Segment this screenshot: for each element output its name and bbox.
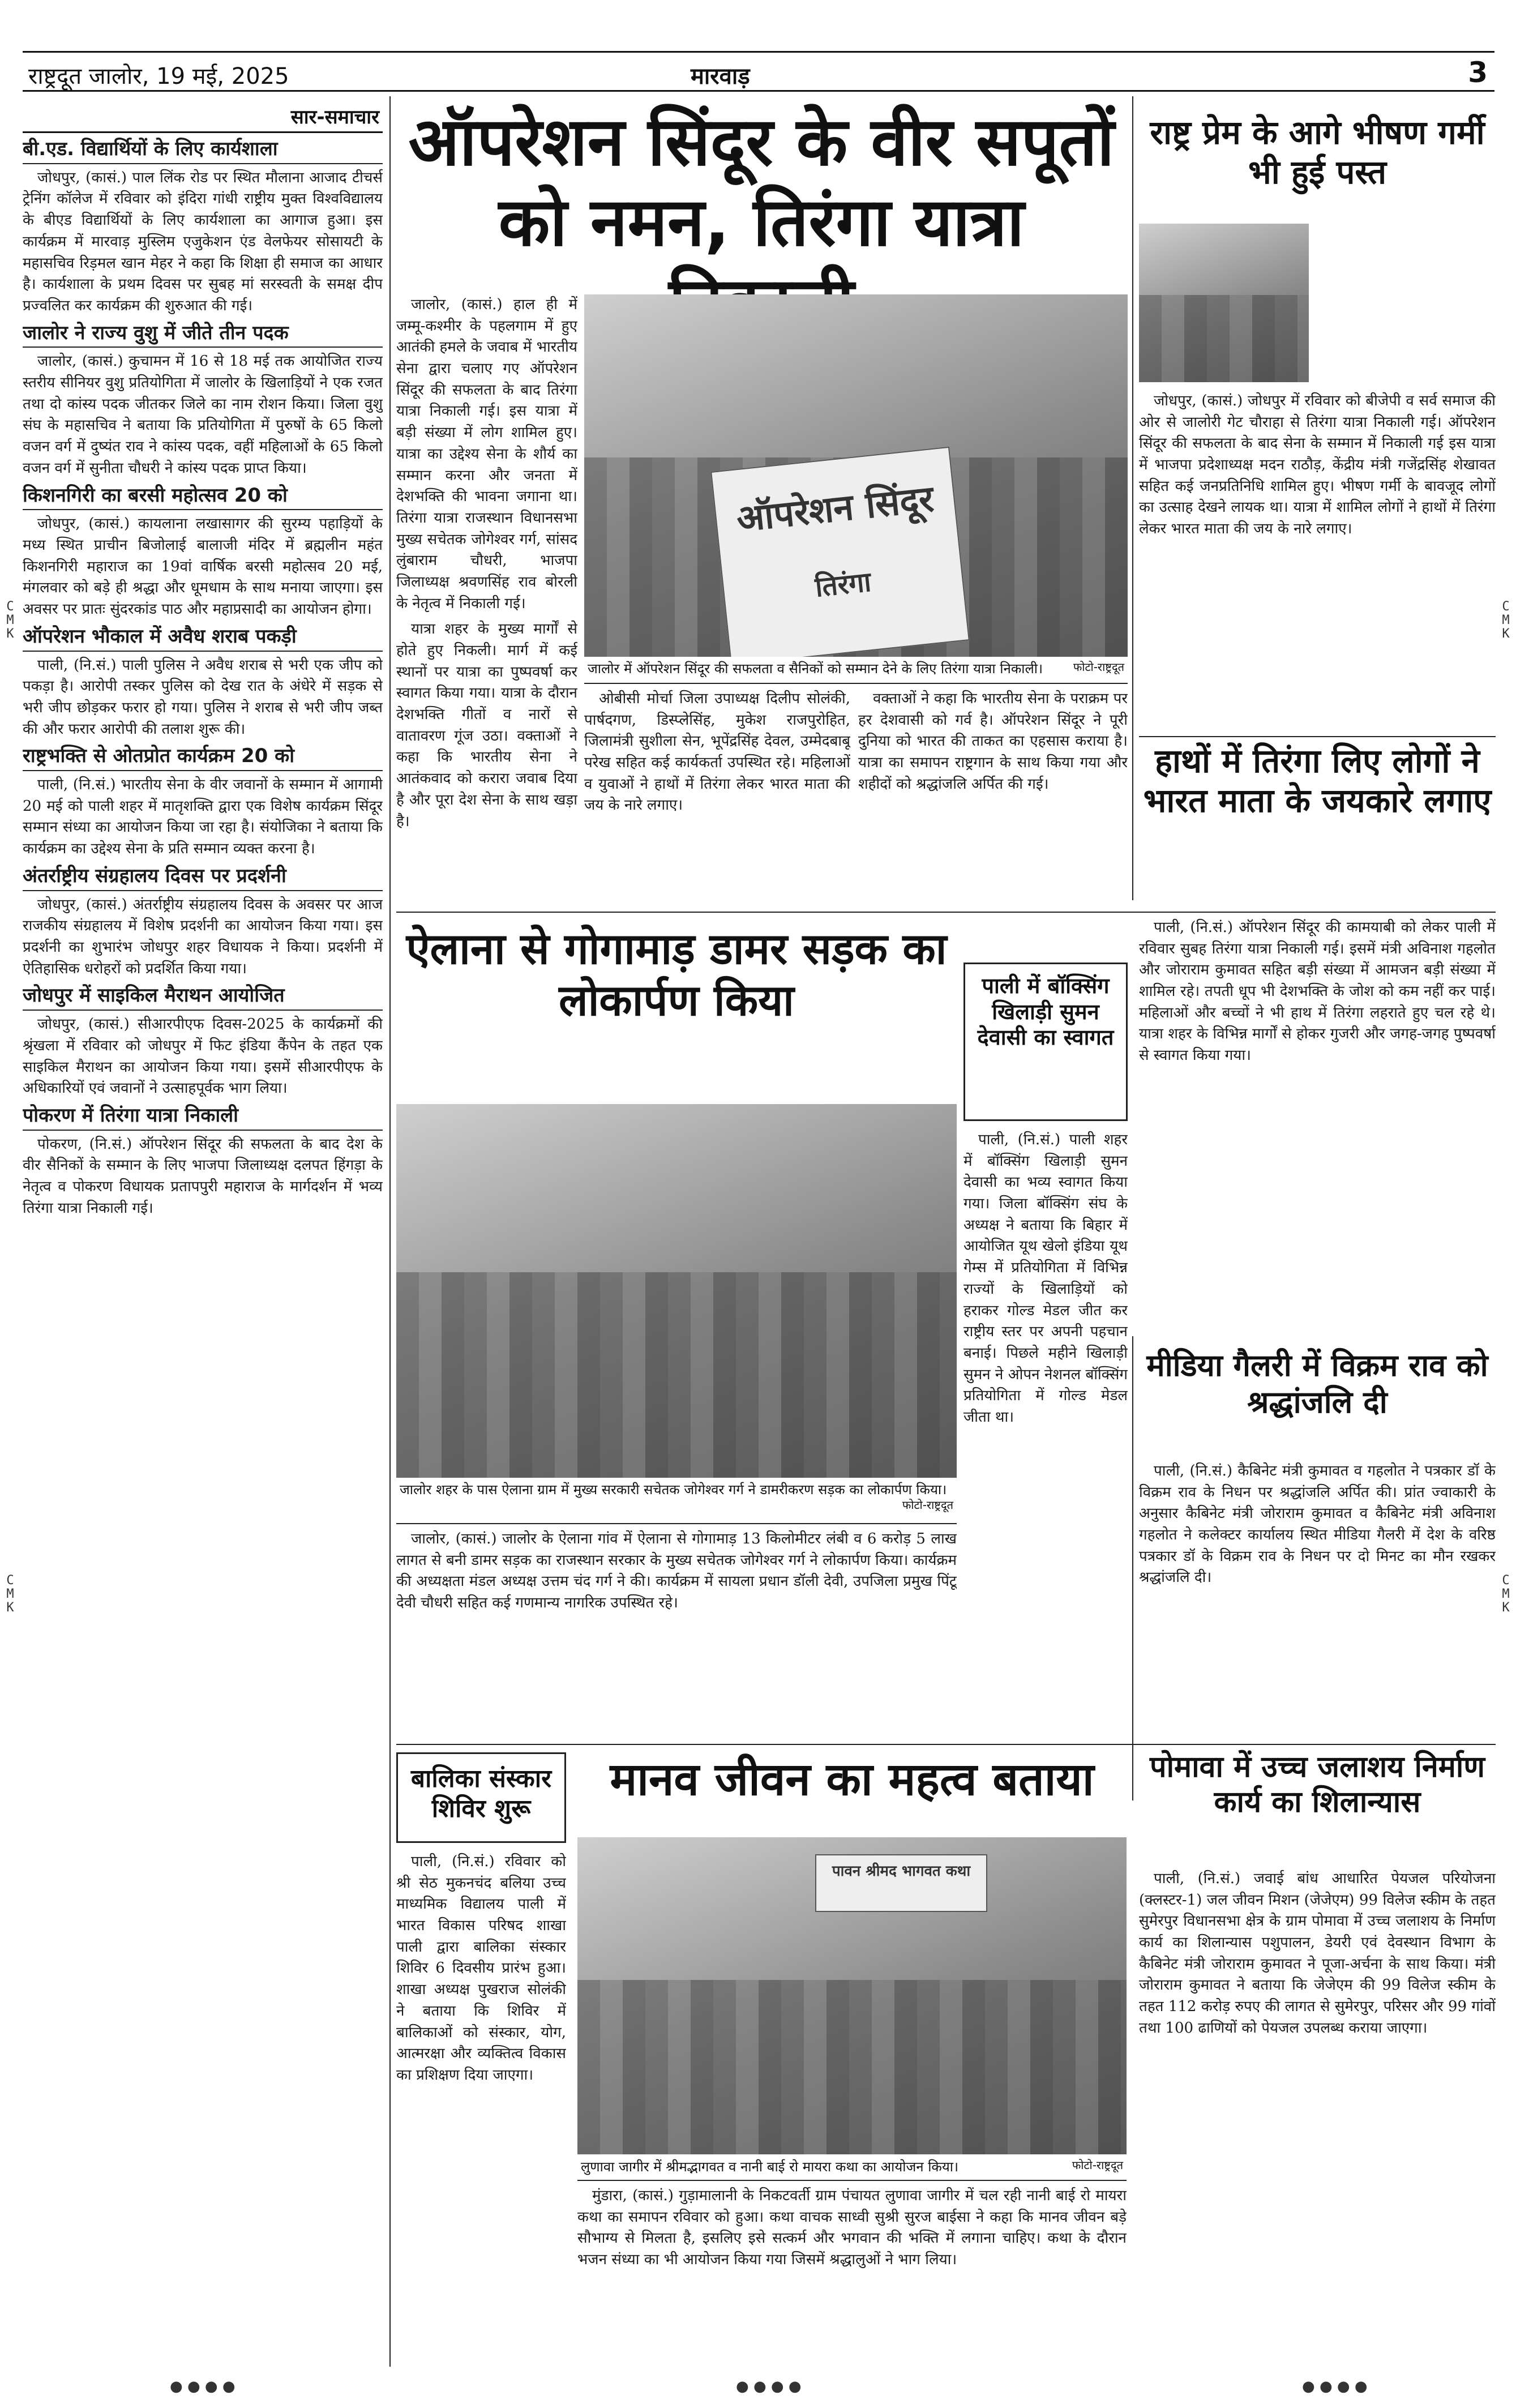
brief-text: पाली, (नि.सं.) पाली पुलिस ने अवैध शराब से भरी एक जीप को पकड़ा है। आरोपी तस्कर पुलिस को देख रात के अंधेरे में सड़क से भरी जीप छोड़कर फरार हो गया। पुलिस ने शराब से भरी जीप जब्त की और फरार आरोपी की तलाश शुरू की। [23, 656, 383, 738]
brief-text: जोधपुर, (कासं.) पाल लिंक रोड पर स्थित मौलाना आजाद टीचर्स ट्रेनिंग कॉलेज में रविवार को इंदिरा गांधी राष्ट्रीय मुक्त विश्वविद्यालय के बीएड विद्यार्थियों के लिए कार्यशाला का आगाज हुआ। इस कार्यक्रम में मारवाड़ मुस्लिम एजुकेशन एंड वेलफेयर सोसायटी के महासचिव रिड़मल खान मेहर ने कहा कि शिक्षा ही समाज का आधार है। कार्यशाला के प्रथम दिवस पर सुबह मां सरस्वती के समक्ष दीप प्रज्वलित कर कार्यक्रम की शुरुआत की गई। [23, 169, 383, 314]
lead-headline-line1: ऑपरेशन सिंदूर के वीर सपूतों [408, 102, 1115, 181]
lead-headline [396, 102, 1127, 289]
brief-text: जोधपुर, (कासं.) सीआरपीएफ दिवस-2025 के कार्यक्रमों की श्रृंखला में रविवार को जोधपुर में फिट इंडिया कैंपेन के तहत एक साइकिल मैराथन का आयोजन किया गया। इसमें सीआरपीएफ के अधिकारियों एवं जवानों ने उत्साहपूर्वक भाग लिया। [23, 1016, 383, 1097]
banner-text: ऑपरेशन सिंदूर [734, 478, 936, 541]
brief-text: जालोर, (कासं.) कुचामन में 16 से 18 मई तक आयोजित राज्य स्तरीय सीनियर वुशु प्रतियोगिता में जालोर के खिलाड़ियों ने एक रजत तथा दो कांस्य पदक जीतकर जिले का नाम रोशन किया। जिला वुशु संघ के महासचिव ने बताया कि प्रतियोगिता में पुरुषों के 65 किलो वजन वर्ग में दुष्यंत राव ने कांस्य पदक, वहीं महिलाओं के 65 किलो वजन वर्ग में सुनीता चौधरी ने कांस्य पदक प्राप्त किया। [23, 353, 383, 477]
brief-text: जोधपुर, (कासं.) कायलाना लखासागर की सुरम्य पहाड़ियों के मध्य स्थित प्राचीन बिजोलाई बालाजी मंदिर में ब्रह्मलीन महंत किशनगिरी महाराज का 19वां वार्षिक बरसी महोत्सव 20 मई, मंगलवार को बड़े ही श्रद्धा और धूमधाम के साथ मनाया जाएगा। इस अवसर पर प्रातः सुंदरकांड पाठ और महाप्रसादी का आयोजन होगा। [23, 515, 383, 618]
registration-dots: ● ● ● ● [170, 2378, 235, 2395]
lead-photo-banner [710, 447, 970, 657]
balika-headline: बालिका संस्कार शिविर शुरू [396, 1752, 566, 1843]
brief-title: ऑपरेशन भौकाल में अवैध शराब पकड़ी [23, 625, 383, 652]
registration-mark-left-top: C M K [6, 600, 14, 641]
brief-title: राष्ट्रभक्ति से ओतप्रोत कार्यक्रम 20 को [23, 745, 383, 771]
pomava-text [1139, 1868, 1496, 2367]
brief-title: जोधपुर में साइकिल मैराथन आयोजित [23, 984, 383, 1011]
brief-title: पोकरण में तिरंगा यात्रा निकाली [23, 1104, 383, 1131]
brief-item [23, 322, 383, 480]
registration-mark-left-bottom: C M K [6, 1573, 14, 1615]
brief-title: जालोर ने राज्य वुशु में जीते तीन पदक [23, 322, 383, 348]
briefs-column [23, 101, 383, 2371]
brief-item [23, 625, 383, 741]
column-rule [1132, 1336, 1133, 1800]
manav-photo [577, 1837, 1127, 2154]
registration-mark-right-bottom: C M K [1502, 1573, 1510, 1615]
section-rule [1139, 736, 1496, 737]
lead-paragraph: वक्ताओं ने कहा कि भारतीय सेना के पराक्रम पर हर देशवासी को गर्व है। ऑपरेशन सिंदूर ने पूरी दुनिया को भारत की ताकत का एहसास कराया है। यात्रा का समापन राष्ट्रगान के साथ किया गया और शहीदों को श्रद्धांजलि अर्पित की गई। [858, 690, 1128, 793]
caption-text: जालोर में ऑपरेशन सिंदूर की सफलता व सैनिकों को सम्मान देने के लिए तिरंगा यात्रा निकाली। [588, 661, 1043, 677]
masthead-date: राष्ट्रदूत जालोर, 19 मई, 2025 [28, 63, 289, 89]
caption-text: जालोर शहर के पास ऐलाना ग्राम में मुख्य सरकारी सचेतक जोगेश्वर गर्ग ने डामरीकरण सड़क का लोकार्पण किया। [400, 1482, 947, 1498]
lead-headline-line2: को नमन, तिरंगा यात्रा [498, 182, 1025, 261]
manav-text [577, 2185, 1127, 2367]
lead-photo [584, 294, 1128, 657]
manav-headline: मानव जीवन का महत्व बताया [610, 1753, 1094, 1806]
caption-text: लुणावा जागीर में श्रीमद्भागवत व नानी बाई रो मायरा कथा का आयोजन किया। [581, 2159, 959, 2175]
hathon-headline: हाथों में तिरंगा लिए लोगों ने भारत माता के जयकारे लगाए [1143, 742, 1492, 820]
column-rule [389, 96, 391, 2367]
section-name: मारवाड़ [691, 63, 750, 89]
photo-credit: फोटो-राष्ट्रदूत [902, 1498, 953, 1512]
balika-text [396, 1851, 566, 2367]
section-rule [396, 912, 1496, 913]
brief-item [23, 865, 383, 980]
story-text: जालोर, (कासं.) जालोर के ऐलाना गांव में ऐलाना से गोगामाड़ 13 किलोमीटर लंबी व 6 करोड़ 5 लाख लागत से बनी डामर सड़क का राजस्थान सरकार के मुख्य सचेतक जोगेश्वर गर्ग ने लोकार्पण किया। कार्यक्रम की अध्यक्षता मंडल अध्यक्ष उत्तम चंद गर्ग ने की। कार्यक्रम में सायला प्रधान डॉली देवी, उपजिला प्रमुख पिंटू देवी चौधरी सहित कई गणमान्य नागरिक उपस्थित रहे। [396, 1530, 957, 1612]
lead-text-column [396, 294, 577, 906]
lead-text-a: जालोर, (कासं.) हाल ही में जम्मू-कश्मीर के पहलगाम में हुए आतंकी हमले के जवाब में भारतीय सेना द्वारा चलाए गए ऑपरेशन सिंदूर की सफलता के बाद तिरंगा यात्रा निकाली गई। इस यात्रा में बड़ी संख्या में लोग शामिल हुए। यात्रा का उद्देश्य सेना के शौर्य का सम्मान करना और जनता में देशभक्ति की भावना जगाना था। तिरंगा यात्रा राजस्थान विधानसभा मुख्य सचेतक जोगेश्वर गर्ग, सांसद लुंबाराम चौधरी, भाजपा जिलाध्यक्ष श्रवणसिंह राव बोरली के नेतृत्व में निकाली गई। [396, 296, 577, 612]
vikram-headline: मीडिया गैलरी में विक्रम राव को श्रद्धांजलि दी [1146, 1348, 1488, 1420]
section-rule [396, 1744, 1496, 1745]
manav-caption [577, 2156, 1127, 2181]
lead-text-c [584, 688, 850, 904]
brief-title: बी.एड. विद्यार्थियों के लिए कार्यशाला [23, 138, 383, 164]
photo-credit: फोटो-राष्ट्रदूत [1073, 660, 1124, 674]
story-text: मुंडारा, (कासं.) गुड़ामालानी के निकटवर्ती ग्राम पंचायत लुणावा जागीर में चल रही नानी बाई रो मायरा कथा का समापन रविवार को हुआ। कथा वाचक साध्वी सुश्री सुरज बाईसा ने कहा कि मानव जीवन बड़े सौभाग्य से मिलता है, इसलिए इसे सत्कर्म और भगवान की भक्ति में लगाना चाहिए। कथा के दौरान भजन संध्या का भी आयोजन किया गया जिसमें श्रद्धालुओं ने भाग लिया। [577, 2187, 1127, 2269]
lead-paragraph: ओबीसी मोर्चा जिला उपाध्यक्ष दिलीप सोलंकी, पार्षदगण, डिस्प्लेसिंह, मुकेश राजपुरोहित, जिलामंत्री सुशीला सेन, भूपेंद्रसिंह देवल, उम्मेदबाबू परेख सहित कई कार्यकर्ता उपस्थित रहे। महिलाओं व युवाओं ने हाथों में तिरंगा लेकर भारत माता की जय के नारे लगाए। [584, 690, 850, 814]
story-text: पाली, (नि.सं.) ऑपरेशन सिंदूर की कामयाबी को लेकर पाली में रविवार सुबह तिरंगा यात्रा निकाली गई। इसमें मंत्री अविनाश गहलोत और जोराराम कुमावत सहित बड़ी संख्या में आमजन बड़ी संख्या में शामिल रहे। तपती धूप भी देशभक्ति के जोश को कम नहीं कर पाई। महिलाओं और बच्चों ने भी हाथ में तिरंगा लहराते हुए चल रहे थे। यात्रा शहर के विभिन्न मार्गों से होकर गुजरी और जगह-जगह पुष्पवर्षा से स्वागत किया गया। [1139, 919, 1496, 1064]
vikram-text [1139, 1461, 1496, 1733]
right-top-text [1139, 391, 1496, 730]
right-top-headline: राष्ट्र प्रेम के आगे भीषण गर्मी भी हुई पस्त [1150, 113, 1485, 191]
story-text: पाली, (नि.सं.) पाली शहर में बॉक्सिंग खिलाड़ी सुमन देवासी का भव्य स्वागत किया गया। जिला बॉक्सिंग संघ के अध्यक्ष ने बताया कि बिहार में आयोजित यूथ खेलो इंडिया यूथ गेम्स में प्रतियोगिता में विभिन्न राज्यों के खिलाड़ियों को हराकर गोल्ड मेडल जीत कर राष्ट्रीय स्तर पर अपनी पहचान बनाई। पिछले महीने खिलाड़ी सुमन ने ओपन नेशनल बॉक्सिंग प्रतियोगिता में गोल्ड मेडल जीता था। [963, 1131, 1128, 1426]
story-text: पाली, (नि.सं.) कैबिनेट मंत्री कुमावत व गहलोत ने पत्रकार डॉ के विक्रम राव के निधन पर श्रद्धांजलि अर्पित की। प्रांत ज्वाकारी के अनुसार कैबिनेट मंत्री जोराराम कुमावत व कैबिनेट मंत्री अविनाश गहलोत ने कलेक्टर कार्यालय स्थित मीडिया गैलरी में देश के वरिष्ठ पत्रकार डॉ के विक्रम राव के निधन पर दो मिनट का मौन रखकर श्रद्धांजलि दी। [1139, 1462, 1496, 1586]
gogamad-headline: ऐलाना से गोगामाड़ डामर सड़क का लोकार्पण किया [406, 923, 947, 1026]
suman-headline: पाली में बॉक्सिंग खिलाड़ी सुमन देवासी का स्वागत [963, 963, 1128, 1121]
photo-credit: फोटो-राष्ट्रदूत [1072, 2158, 1123, 2172]
gogamad-caption [396, 1479, 957, 1524]
brief-item [23, 1104, 383, 1220]
lead-photo-caption [584, 658, 1128, 684]
brief-item [23, 138, 383, 317]
page-header [23, 51, 1494, 92]
manav-photo-banner: पावन श्रीमद भागवत कथा [815, 1854, 987, 1912]
brief-item [23, 745, 383, 860]
registration-dots: ● ● ● ● [1302, 2378, 1368, 2395]
story-text: पाली, (नि.सं.) जवाई बांध आधारित पेयजल परियोजना (क्लस्टर-1) जल जीवन मिशन (जेजेएम) 99 विलेज स्कीम के तहत सुमेरपुर विधानसभा क्षेत्र के ग्राम पोमावा में उच्च जलाशय के निर्माण कार्य का शिलान्यास पशुपालन, डेयरी एवं देवस्थान विभाग के कैबिनेट मंत्री जोराराम कुमावत ने पूजा-अर्चना के साथ किया। मंत्री जोराराम कुमावत ने बताया कि जेजेएम की 99 विलेज स्कीम के तहत 112 करोड़ रुपए की लागत से सुमेरपुर, परिसर और 99 गांवों तथा 100 ढाणियों को पेयजल उपलब्ध कराया जाएगा। [1139, 1870, 1496, 2037]
story-text: जोधपुर, (कासं.) जोधपुर में रविवार को बीजेपी व सर्व समाज की ओर से जालोरी गेट चौराहा से तिरंगा यात्रा निकाली गई। ऑपरेशन सिंदूर की सफलता के बाद सेना के सम्मान में निकाली गई इस यात्रा में भाजपा प्रदेशाध्यक्ष मदन राठौड़, केंद्रीय मंत्री गजेंद्रसिंह शेखावत सहित कई जनप्रतिनिधि शामिल हुए। भीषण गर्मी के बावजूद लोगों का उत्साह देखने लायक था। यात्रा में शामिल लोगों ने हाथों में तिरंगा लेकर भारत माता की जय के नारे लगाए। [1139, 392, 1496, 538]
brief-text: पाली, (नि.सं.) भारतीय सेना के वीर जवानों के सम्मान में आगामी 20 मई को पाली शहर में मातृशक्ति द्वारा एक विशेष कार्यक्रम सिंदूर सम्मान संध्या का आयोजन किया जा रहा है। संयोजिका ने बताया कि कार्यक्रम का उद्देश्य सेना के प्रति सम्मान व्यक्त करना है। [23, 776, 383, 858]
registration-dots: ● ● ● ● [736, 2378, 802, 2395]
page-number: 3 [1468, 56, 1488, 89]
gogamad-text [396, 1529, 957, 1738]
section-tag: सार-समाचार [23, 101, 383, 133]
pomava-headline: पोमावा में उच्च जलाशय निर्माण कार्य का शिलान्यास [1150, 1750, 1485, 1820]
gogamad-photo [396, 1104, 957, 1478]
lead-text-d [858, 688, 1128, 904]
brief-item [23, 984, 383, 1100]
brief-title: अंतर्राष्ट्रीय संग्रहालय दिवस पर प्रदर्शनी [23, 865, 383, 891]
brief-title: किशनगिरी का बरसी महोत्सव 20 को [23, 484, 383, 511]
right-top-photo [1139, 224, 1309, 382]
suman-text [963, 1130, 1128, 1738]
banner-small-text: तिरंगा [813, 566, 873, 604]
registration-mark-right-top: C M K [1502, 600, 1510, 641]
brief-text: जोधपुर, (कासं.) अंतर्राष्ट्रीय संग्रहालय दिवस के अवसर पर आज राजकीय संग्रहालय में विशेष प्रदर्शनी का आयोजन किया गया। इस प्रदर्शनी का शुभारंभ जोधपुर शहर विधायक ने किया। प्रदर्शनी में ऐतिहासिक धरोहरों को प्रदर्शित किया गया। [23, 896, 383, 977]
brief-text: पोकरण, (नि.सं.) ऑपरेशन सिंदूर की सफलता के बाद देश के वीर सैनिकों के सम्मान के लिए भाजपा जिलाध्यक्ष दलपत हिंगड़ा के नेतृत्व व पोकरण विधायक प्रतापपुरी महाराज के मार्गदर्शन में भव्य तिरंगा यात्रा निकाली गई। [23, 1135, 383, 1217]
lead-text-b: यात्रा शहर के मुख्य मार्गों से होते हुए निकली। मार्ग में कई स्थानों पर यात्रा का पुष्पवर्षा कर स्वागत किया गया। यात्रा के दौरान देशभक्ति गीतों व नारों से वातावरण गूंज उठा। वक्ताओं ने कहा कि भारतीय सेना ने आतंकवाद को करारा जवाब दिया है और पूरा देश सेना के साथ खड़ा है। [396, 621, 577, 830]
column-rule [1132, 96, 1133, 900]
brief-item [23, 484, 383, 621]
story-text: पाली, (नि.सं.) रविवार को श्री सेठ मुकनचंद बलिया उच्च माध्यमिक विद्यालय पाली में भारत विकास परिषद शाखा पाली द्वारा बालिका संस्कार शिविर 6 दिवसीय प्रारंभ हुआ। शाखा अध्यक्ष पुखराज सोलंकी ने बताया कि शिविर में बालिकाओं को संस्कार, योग, आत्मरक्षा और व्यक्तित्व विकास का प्रशिक्षण दिया जाएगा। [396, 1853, 566, 2084]
